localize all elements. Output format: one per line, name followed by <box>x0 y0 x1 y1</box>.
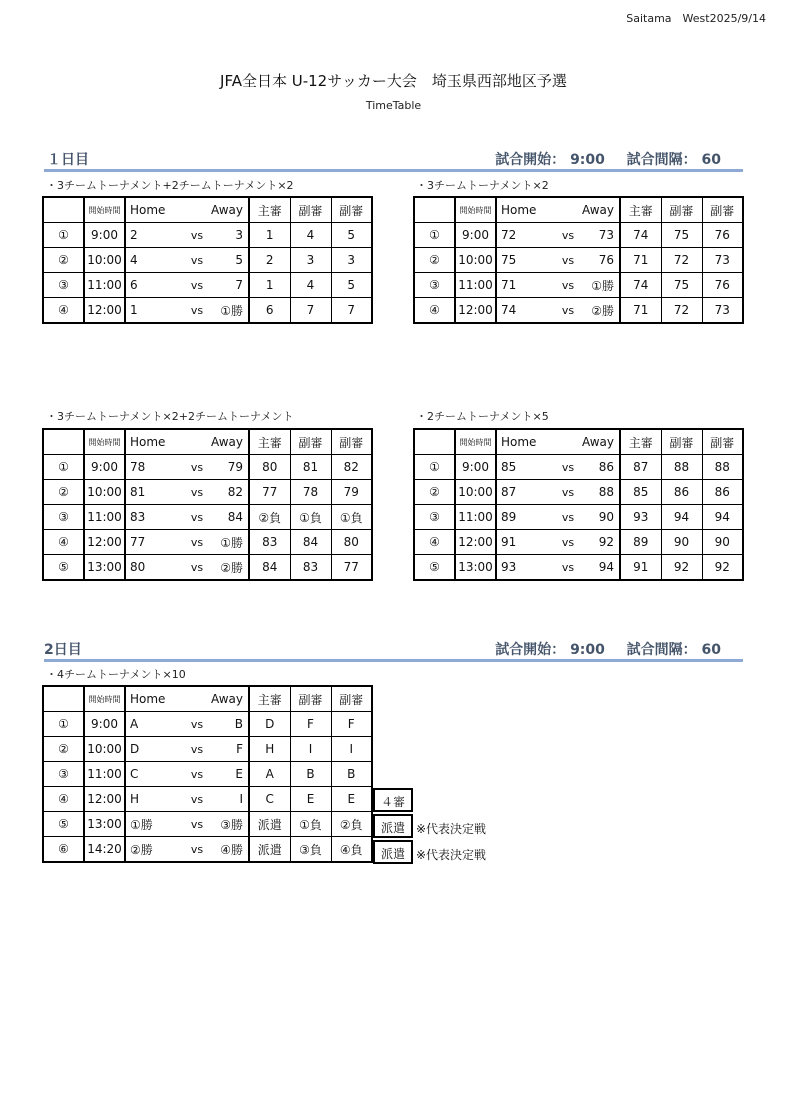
away-team: 7 <box>209 273 249 298</box>
home-team: 2 <box>125 223 185 248</box>
assistant-referee: 81 <box>290 455 331 480</box>
main-referee: 80 <box>249 455 290 480</box>
start-time: 10:00 <box>84 480 125 505</box>
section-label: ・4チームトーナメント×10 <box>46 668 186 681</box>
page-title: JFA全日本 U-12サッカー大会 埼玉県西部地区予選 <box>220 72 567 90</box>
table-row <box>43 762 372 787</box>
assistant-referee: 73 <box>702 248 743 273</box>
col-header-num <box>43 429 84 455</box>
home-team: 75 <box>496 248 556 273</box>
assistant-referee: 5 <box>331 273 372 298</box>
home-team: 81 <box>125 480 185 505</box>
assistant-referee: 88 <box>661 455 702 480</box>
match-number: ② <box>414 248 455 273</box>
main-referee: ②負 <box>249 505 290 530</box>
start-time: 13:00 <box>84 555 125 581</box>
table-row <box>414 273 743 298</box>
vs-label: vs <box>185 812 209 837</box>
assistant-referee: 78 <box>290 480 331 505</box>
main-referee: 93 <box>620 505 661 530</box>
schedule-table <box>42 196 373 324</box>
away-team: 79 <box>209 455 249 480</box>
col-header-ref-main: 主審 <box>249 686 290 712</box>
match-number: ④ <box>43 298 84 324</box>
col-header-vs <box>556 197 580 223</box>
col-header-ref-sub: 副審 <box>661 197 702 223</box>
table-row <box>43 223 372 248</box>
match-number: ② <box>43 248 84 273</box>
day1-start-label: 試合開始： <box>495 152 566 168</box>
table-header-row <box>43 686 372 712</box>
away-team: ②勝 <box>580 298 620 324</box>
vs-label: vs <box>556 273 580 298</box>
day2-interval-value: 60 <box>701 642 721 658</box>
assistant-referee: 90 <box>702 530 743 555</box>
table-row <box>414 480 743 505</box>
table-row <box>414 455 743 480</box>
main-referee: 派遣 <box>249 812 290 837</box>
main-referee: 2 <box>249 248 290 273</box>
match-number: ③ <box>43 762 84 787</box>
match-number: ③ <box>43 273 84 298</box>
away-team: 92 <box>580 530 620 555</box>
away-team: 88 <box>580 480 620 505</box>
header-location: Saitama West <box>626 12 710 25</box>
col-header-ref-main: 主審 <box>620 197 661 223</box>
table-header-row <box>414 429 743 455</box>
vs-label: vs <box>185 737 209 762</box>
start-time: 11:00 <box>455 273 496 298</box>
away-team: 5 <box>209 248 249 273</box>
col-header-away: Away <box>580 197 620 223</box>
assistant-referee: F <box>331 712 372 737</box>
col-header-ref-sub: 副審 <box>331 197 372 223</box>
col-header-ref-sub: 副審 <box>331 686 372 712</box>
vs-label: vs <box>556 223 580 248</box>
start-time: 12:00 <box>84 530 125 555</box>
day1-start-value: 9:00 <box>570 152 605 168</box>
assistant-referee: 72 <box>661 248 702 273</box>
fourth-official-cell: 派遣 <box>373 814 413 838</box>
col-header-time: 開始時間 <box>84 429 125 455</box>
col-header-num <box>43 686 84 712</box>
day1-label: １日目 <box>47 152 89 168</box>
match-number: ① <box>43 223 84 248</box>
table-header-row <box>43 197 372 223</box>
home-team: ①勝 <box>125 812 185 837</box>
start-time: 11:00 <box>84 762 125 787</box>
col-header-ref-main: 主審 <box>249 429 290 455</box>
home-team: A <box>125 712 185 737</box>
vs-label: vs <box>556 455 580 480</box>
away-team: E <box>209 762 249 787</box>
match-number: ⑤ <box>43 812 84 837</box>
table-row <box>43 712 372 737</box>
table-row <box>414 298 743 324</box>
match-number: ③ <box>414 273 455 298</box>
assistant-referee: 76 <box>702 273 743 298</box>
col-header-home: Home <box>496 197 556 223</box>
assistant-referee: B <box>331 762 372 787</box>
assistant-referee: E <box>331 787 372 812</box>
col-header-ref-sub: 副審 <box>702 429 743 455</box>
col-header-num <box>414 197 455 223</box>
vs-label: vs <box>185 530 209 555</box>
assistant-referee: 82 <box>331 455 372 480</box>
schedule-table <box>42 428 373 581</box>
match-number: ④ <box>414 298 455 324</box>
assistant-referee: 73 <box>702 298 743 324</box>
assistant-referee: 5 <box>331 223 372 248</box>
match-number: ⑤ <box>414 555 455 581</box>
home-team: 72 <box>496 223 556 248</box>
assistant-referee: 86 <box>661 480 702 505</box>
away-team: 73 <box>580 223 620 248</box>
vs-label: vs <box>185 712 209 737</box>
assistant-referee: F <box>290 712 331 737</box>
table-row <box>43 248 372 273</box>
vs-label: vs <box>185 248 209 273</box>
col-header-home: Home <box>496 429 556 455</box>
home-team: 6 <box>125 273 185 298</box>
start-time: 10:00 <box>455 248 496 273</box>
start-time: 14:20 <box>84 837 125 863</box>
match-number: ③ <box>414 505 455 530</box>
assistant-referee: 94 <box>661 505 702 530</box>
home-team: C <box>125 762 185 787</box>
header-date: 2025/9/14 <box>709 12 766 25</box>
home-team: 83 <box>125 505 185 530</box>
assistant-referee: 94 <box>702 505 743 530</box>
start-time: 9:00 <box>455 455 496 480</box>
match-number: ④ <box>43 530 84 555</box>
col-header-vs <box>556 429 580 455</box>
assistant-referee: 80 <box>331 530 372 555</box>
col-header-away: Away <box>580 429 620 455</box>
col-header-ref-sub: 副審 <box>331 429 372 455</box>
main-referee: 85 <box>620 480 661 505</box>
assistant-referee: 83 <box>290 555 331 581</box>
col-header-ref-main: 主審 <box>249 197 290 223</box>
main-referee: C <box>249 787 290 812</box>
home-team: 74 <box>496 298 556 324</box>
table-row <box>414 505 743 530</box>
table-row <box>43 273 372 298</box>
away-team: ②勝 <box>209 555 249 581</box>
table-header-row <box>43 429 372 455</box>
assistant-referee: ①負 <box>331 505 372 530</box>
vs-label: vs <box>185 223 209 248</box>
table-row <box>43 480 372 505</box>
day2-bar <box>44 637 743 662</box>
vs-label: vs <box>185 298 209 324</box>
start-time: 9:00 <box>84 223 125 248</box>
section-label: ・3チームトーナメント×2+2チームトーナメント <box>46 410 294 423</box>
main-referee: A <box>249 762 290 787</box>
home-team: 93 <box>496 555 556 581</box>
table-row <box>43 298 372 324</box>
away-team: 84 <box>209 505 249 530</box>
table-row <box>414 555 743 581</box>
col-header-away: Away <box>209 686 249 712</box>
col-header-vs <box>185 686 209 712</box>
assistant-referee: 72 <box>661 298 702 324</box>
home-team: 77 <box>125 530 185 555</box>
assistant-referee: 88 <box>702 455 743 480</box>
main-referee: 87 <box>620 455 661 480</box>
start-time: 9:00 <box>84 712 125 737</box>
schedule-table <box>413 428 744 581</box>
day2-start-value: 9:00 <box>570 642 605 658</box>
day2-interval-label: 試合間隔： <box>626 642 697 658</box>
col-header-ref-sub: 副審 <box>290 429 331 455</box>
away-team: B <box>209 712 249 737</box>
match-number: ④ <box>414 530 455 555</box>
assistant-referee: I <box>331 737 372 762</box>
match-number: ④ <box>43 787 84 812</box>
vs-label: vs <box>556 298 580 324</box>
page-header <box>626 10 766 26</box>
assistant-referee: 76 <box>702 223 743 248</box>
section-label: ・3チームトーナメント+2チームトーナメント×2 <box>46 179 294 192</box>
home-team: 85 <box>496 455 556 480</box>
vs-label: vs <box>185 762 209 787</box>
table-row <box>43 812 372 837</box>
away-team: ③勝 <box>209 812 249 837</box>
assistant-referee: ①負 <box>290 812 331 837</box>
assistant-referee: ①負 <box>290 505 331 530</box>
main-referee: 74 <box>620 223 661 248</box>
match-number: ① <box>414 223 455 248</box>
home-team: D <box>125 737 185 762</box>
vs-label: vs <box>556 480 580 505</box>
col-header-time: 開始時間 <box>84 197 125 223</box>
assistant-referee: 86 <box>702 480 743 505</box>
home-team: ②勝 <box>125 837 185 863</box>
assistant-referee: I <box>290 737 331 762</box>
assistant-referee: 77 <box>331 555 372 581</box>
note-text: ※代表決定戦 <box>416 848 487 862</box>
assistant-referee: 3 <box>290 248 331 273</box>
col-header-num <box>414 429 455 455</box>
note-text: ※代表決定戦 <box>416 822 487 836</box>
col-header-away: Away <box>209 197 249 223</box>
assistant-referee: 3 <box>331 248 372 273</box>
vs-label: vs <box>556 555 580 581</box>
col-header-vs <box>185 429 209 455</box>
section-label: ・2チームトーナメント×5 <box>416 410 549 423</box>
start-time: 11:00 <box>84 505 125 530</box>
home-team: 91 <box>496 530 556 555</box>
table-row <box>414 248 743 273</box>
main-referee: 89 <box>620 530 661 555</box>
start-time: 13:00 <box>84 812 125 837</box>
match-number: ② <box>43 480 84 505</box>
table-row <box>43 837 372 863</box>
match-number: ⑤ <box>43 555 84 581</box>
home-team: 87 <box>496 480 556 505</box>
col-header-ref-sub: 副審 <box>702 197 743 223</box>
away-team: 94 <box>580 555 620 581</box>
home-team: 71 <box>496 273 556 298</box>
col-header-ref-main: 主審 <box>620 429 661 455</box>
assistant-referee: 84 <box>290 530 331 555</box>
table-row <box>43 737 372 762</box>
day2-info <box>495 639 721 659</box>
col-header-ref-sub: 副審 <box>290 686 331 712</box>
vs-label: vs <box>185 273 209 298</box>
home-team: 89 <box>496 505 556 530</box>
start-time: 12:00 <box>84 298 125 324</box>
main-referee: 6 <box>249 298 290 324</box>
away-team: F <box>209 737 249 762</box>
col-header-home: Home <box>125 197 185 223</box>
start-time: 12:00 <box>455 298 496 324</box>
assistant-referee: ③負 <box>290 837 331 863</box>
match-number: ② <box>414 480 455 505</box>
main-referee: 派遣 <box>249 837 290 863</box>
assistant-referee: 92 <box>661 555 702 581</box>
start-time: 10:00 <box>455 480 496 505</box>
match-number: ① <box>43 712 84 737</box>
assistant-referee: 75 <box>661 223 702 248</box>
day1-bar <box>44 147 743 172</box>
home-team: 1 <box>125 298 185 324</box>
vs-label: vs <box>185 787 209 812</box>
away-team: 76 <box>580 248 620 273</box>
away-team: I <box>209 787 249 812</box>
main-referee: 1 <box>249 223 290 248</box>
assistant-referee: E <box>290 787 331 812</box>
section-label: ・3チームトーナメント×2 <box>416 179 549 192</box>
schedule-table <box>42 685 373 863</box>
day1-interval-label: 試合間隔： <box>626 152 697 168</box>
assistant-referee: 90 <box>661 530 702 555</box>
assistant-referee: 92 <box>702 555 743 581</box>
away-team: ①勝 <box>209 298 249 324</box>
col-header-time: 開始時間 <box>84 686 125 712</box>
away-team: ①勝 <box>580 273 620 298</box>
start-time: 10:00 <box>84 248 125 273</box>
main-referee: 84 <box>249 555 290 581</box>
main-referee: H <box>249 737 290 762</box>
home-team: 80 <box>125 555 185 581</box>
start-time: 12:00 <box>455 530 496 555</box>
vs-label: vs <box>185 505 209 530</box>
col-header-time: 開始時間 <box>455 429 496 455</box>
match-number: ① <box>43 455 84 480</box>
vs-label: vs <box>556 248 580 273</box>
fourth-official-header: ４審 <box>373 788 413 812</box>
schedule-table <box>413 196 744 324</box>
away-team: 86 <box>580 455 620 480</box>
assistant-referee: 4 <box>290 223 331 248</box>
main-referee: 1 <box>249 273 290 298</box>
assistant-referee: 75 <box>661 273 702 298</box>
assistant-referee: 4 <box>290 273 331 298</box>
away-team: ①勝 <box>209 530 249 555</box>
start-time: 9:00 <box>455 223 496 248</box>
assistant-referee: ②負 <box>331 812 372 837</box>
home-team: 78 <box>125 455 185 480</box>
start-time: 13:00 <box>455 555 496 581</box>
col-header-home: Home <box>125 429 185 455</box>
col-header-ref-sub: 副審 <box>290 197 331 223</box>
assistant-referee: 7 <box>290 298 331 324</box>
day2-start-label: 試合開始： <box>495 642 566 658</box>
vs-label: vs <box>185 455 209 480</box>
match-number: ② <box>43 737 84 762</box>
assistant-referee: 7 <box>331 298 372 324</box>
match-number: ① <box>414 455 455 480</box>
col-header-vs <box>185 197 209 223</box>
main-referee: 77 <box>249 480 290 505</box>
col-header-ref-sub: 副審 <box>661 429 702 455</box>
day1-info <box>495 149 721 169</box>
table-row <box>414 223 743 248</box>
match-number: ③ <box>43 505 84 530</box>
assistant-referee: 79 <box>331 480 372 505</box>
main-referee: 83 <box>249 530 290 555</box>
main-referee: 74 <box>620 273 661 298</box>
vs-label: vs <box>556 505 580 530</box>
main-referee: D <box>249 712 290 737</box>
home-team: H <box>125 787 185 812</box>
table-row <box>43 555 372 581</box>
table-row <box>43 455 372 480</box>
day2-label: 2日目 <box>44 642 82 658</box>
vs-label: vs <box>556 530 580 555</box>
start-time: 10:00 <box>84 737 125 762</box>
table-header-row <box>414 197 743 223</box>
table-row <box>43 505 372 530</box>
away-team: ④勝 <box>209 837 249 863</box>
table-row <box>414 530 743 555</box>
main-referee: 71 <box>620 248 661 273</box>
away-team: 82 <box>209 480 249 505</box>
start-time: 11:00 <box>84 273 125 298</box>
vs-label: vs <box>185 555 209 581</box>
vs-label: vs <box>185 837 209 863</box>
fourth-official-cell: 派遣 <box>373 840 413 864</box>
assistant-referee: B <box>290 762 331 787</box>
page-subtitle: TimeTable <box>365 99 422 112</box>
start-time: 11:00 <box>455 505 496 530</box>
col-header-time: 開始時間 <box>455 197 496 223</box>
main-referee: 91 <box>620 555 661 581</box>
match-number: ⑥ <box>43 837 84 863</box>
away-team: 90 <box>580 505 620 530</box>
col-header-num <box>43 197 84 223</box>
table-row <box>43 787 372 812</box>
vs-label: vs <box>185 480 209 505</box>
day1-interval-value: 60 <box>701 152 721 168</box>
col-header-away: Away <box>209 429 249 455</box>
main-referee: 71 <box>620 298 661 324</box>
col-header-home: Home <box>125 686 185 712</box>
start-time: 12:00 <box>84 787 125 812</box>
table-row <box>43 530 372 555</box>
start-time: 9:00 <box>84 455 125 480</box>
home-team: 4 <box>125 248 185 273</box>
assistant-referee: ④負 <box>331 837 372 863</box>
away-team: 3 <box>209 223 249 248</box>
